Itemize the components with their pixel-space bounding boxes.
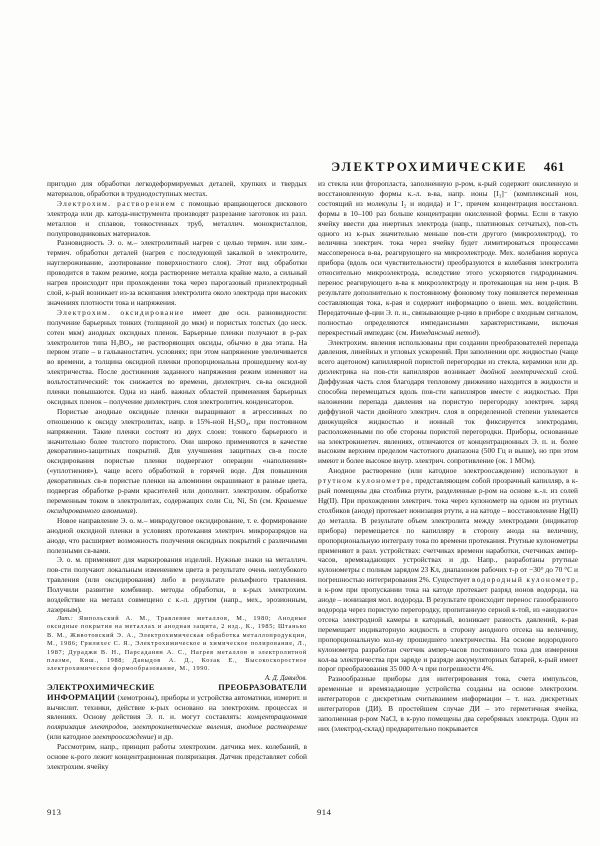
- page-number-left: 913: [47, 807, 62, 817]
- column-left: [47, 179, 307, 772]
- paragraph-text: , в к-ром при пропускании тока на катоде протекает разряд ионов водорода, на аноде – ионизация мол. водорода. В результате происходит перенос газообразного водорода через пористую перегородку, пропитанную серной к-той, из «анодного» отсека электродной камеры в катодный, возникает разность давлений, к-рая перемещает индикаторную жидкость в сторону анодного отсека на величину, пропорциональную кол-ву прошедшего электричества. На основе водородного кулонометра разработан счетчик ампер-часов постоянного тока для измерения кол-ва электричества при заряде и разряде аккумуляторных батарей, к-рый имеет порог преобразования 35 000 А·ч при погрешности 4%.: [318, 575, 578, 674]
- paragraph: [47, 308, 307, 407]
- article-start-paragraph: [47, 683, 307, 742]
- article-title: ЭЛЕКТРОХИМИЧЕСКИЕ ПРЕОБРАЗОВАТЕЛИ ИНФОРМАЦИИ: [47, 682, 307, 702]
- paragraph-text: (или катодное: [47, 732, 93, 742]
- paragraph-text: из стекла или фторопласта, заполненную р-ром, к-рый содержит окисленную и восстановленную формы к.-л. в-ва, напр. ионы [I₃]⁻ (комплексный ион, состоящий из молекулы I₂ и иодида) и I⁻, причем концентрация восстановл. формы в 10–100 раз больше концентрации окисленной формы. Если в такую ячейку ввести два инертных электрода (напр., платиновых сетчатых), пов-сть одного из к-рых значительно меньше пов-сти другого (микроэлектрод), то величина электрич. тока через ячейку будет лимитироваться процессами массопереноса в-ва, реагирующего на микроэлектроде. Мех. колебания корпуса прибора (вдоль оси чувствительности) преобразуются в колебания электролита относительно микроэлектрода, вследствие этого ускоряются гидродинамич. перенос реагирующего в-ва к микроэлектроду и протекающая на нем р-ция. В результате дополнительно к постоянному фоновому току появляется переменная составляющая тока, к-рая и содержит информацию о внеш. мех. воздействии. Передаточные ф-ции Э. п. и., связывающие р-цию в приборе с входным сигналом, полностью определяются импедансными характеристиками, включая перекрестный импеданс (см.: [318, 179, 578, 337]
- italic-term: анодное растворение: [236, 722, 308, 732]
- text-columns: [47, 179, 578, 772]
- spaced-term: Электрохим. растворением: [57, 198, 177, 208]
- paragraph-text: , представляющем собой прозрачный капилляр, в к-рый помещены два столбика ртути, разделенные р-ром на основе к.-л. из солей Hg(II). При прохождении электрич. тока через кулонометр на одном из ртутных столбиков (аноде) протекает ионизация ртути, а на катоде – восстановление Hg(II) до металла. В результате объем электролита между электродами (индикатор прибора) перемещается по капилляру в сторону анода на величину, пропорциональную интегралу тока по времени протекания. Ртутные кулонометры применяют в разл. устройствах: счетчиках времени наработки, счетчиках ампер-часов, времязадающих устройствах и др. Напр., разработаны ртутные кулонометры с полным зарядом 23 Кл, диапазоном рабочих т-р от −30° до 70 °C и погрешностью интегрирования 2%. Существует: [318, 476, 578, 585]
- paragraph: [47, 742, 307, 772]
- literature-text: Ямпольский А. М., Травление металлов, М., 1980; Анодные оксидные покрытия на металлах и анодная защита, 2 изд., К., 1985; Штанько В. М., Животовский Э. А., Электрохимическая обработка металлопродукции, М., 1986; Грилихес С. Я., Электрохимическое и химическое полирование, Л., 1987; Дураджи В. Н., Парсаданян А. С., Нагрев металлов в электролитной плазме, Киш., 1988; Давыдов А. Д., Козак Е., Высокоскоростное электрохимическое формообразование, М., 1990.: [47, 614, 307, 673]
- paragraph: [47, 516, 307, 556]
- italic-term: электроосаждение: [92, 732, 154, 742]
- paragraph-text: Э. о. м. применяют для маркирования изделий. Нужные знаки на металлич. пов-сти получают локальным изменением цвета в результате очень неглубокого травления (или оксидирования) либо в результате рельефного травления. Получили развитие комбинир. методы обработки, в к-рых электрохим. воздействие на металл совмещено с к.-л. другим (напр., мех., эрозионным, лазерным).: [47, 555, 307, 614]
- paragraph: [47, 179, 307, 199]
- paragraph: [318, 466, 578, 674]
- running-head-title: ЭЛЕКТРОХИМИЧЕСКИЕ: [331, 159, 528, 174]
- paragraph: [318, 674, 578, 733]
- paragraph-text: пригодно для обработки легкодеформируемых деталей, хрупких и твердых материалов, обработки в труднодоступных местах.: [47, 179, 307, 198]
- paragraph-text: имеет две осн. разновидности: получение барьерных тонких (толщиной до мкм) и пористых толстых (до неск. сотен мкм) анодных оксидных пленок. Барьерные пленки получают в р-рах электролитов типа H₃BO₃, не растворяющих оксиды, обычно в два этапа. На первом этапе – в гальваностатич. условиях; при этом напряжение увеличивается во времени, а толщина оксидной пленки пропорциональна прошедшему кол-ву электричества. После достижения заданного напряжения режим изменяют на вольтостатический: ток снижается во времени, диэлектрич. св-ва оксидной пленки повышаются. Одна из наиб. важных областей применения барьерных оксидных пленок – получение диэлектрич. слоя электролитич. конденсаторов.: [47, 307, 307, 406]
- running-head: [318, 159, 578, 175]
- literature-block: [47, 615, 307, 674]
- paragraph-text: Новое направление Э. о. м.– микродуговое оксидирование, т. е. формирование анодной оксидной пленки в условиях протекания электрич. микроразрядов на аноде, что расширяет возможность получения оксидных покрытий с различными полезными св-вами.: [47, 515, 307, 555]
- italic-term: Крашение оксидированного алюминия: [47, 496, 307, 515]
- paragraph: [47, 407, 307, 516]
- italic-term: электрокинетические явления: [132, 722, 231, 732]
- paragraph-text: ).: [133, 505, 138, 515]
- paragraph-text: . Диффузная часть слоя благодаря тепловому движению находится в жидкости и способна перемещаться вдоль пов-сти капилляров вместе с жидкостью. При наложении перепада давления на пористую перегородку электрич. заряд диффузной части двойного электрич. слоя в определенной степени увлекается движущейся жидкостью и ионный ток фиксируется электродами, расположенными по обе стороны пористой перегородки. Приборы, основанные на электрокинетич. явлениях, отличаются от концентрационных Э. п. и. более высоким верхним пределом частотного диапазона (500 Гц и выше), но при этом имеют и более высокое внутр. электрич. сопротивление (ок. 1 МОм).: [318, 367, 578, 466]
- column-right: [318, 179, 578, 772]
- paragraph: [318, 338, 578, 467]
- paragraph: [318, 179, 578, 338]
- spaced-term: Электрохим. оксидирование: [57, 307, 185, 317]
- paragraph-text: ,: [230, 722, 237, 732]
- paragraph-text: ) и др.: [153, 732, 174, 742]
- paragraph: [47, 199, 307, 239]
- spaced-term: водородный кулонометр: [471, 575, 577, 585]
- paragraph-text: Пористые анодные оксидные пленки выращивают в агрессивных по отношению к оксиду электролитах, напр. в 15%-ной H₂SO₄, при постоянном напряжении. Такие пленки состоят из двух слоев: тонкого барьерного и значительно более толстого пористого. Они широко применяются в качестве декоративно-защитных покрытий. Для улучшения защитных св-в после оксидирования пористые пленки подвергают операции «наполнения» («уплотнения»), чаще всего обработкой в горячей воде. Для повышения декоративных св-в пористые пленки на алюминии окрашивают в разные цвета, подвергая обработке р-рами красителей или дополнит. электрохим. обработке переменным током в электролитах, содержащих соли Cu, Ni, Sn (см.: [47, 406, 307, 505]
- paragraph-text: ,: [126, 722, 133, 732]
- author-signature: [47, 674, 307, 683]
- italic-term: концентрационная поляризация электродов: [47, 712, 307, 732]
- literature-label: Лит.:: [57, 614, 73, 622]
- italic-term: двойной электрический слой: [480, 367, 577, 377]
- paragraph: [47, 555, 307, 614]
- page-number-right: 914: [317, 807, 332, 817]
- italic-term: Импедансный метод: [410, 327, 477, 337]
- paragraph-text: (хемотроны), приборы и устройства автоматики, измерит. и вычислит. техники, действие к-рых основано на электрохим. процессах и явлениях. Основу действия Э. п. и. могут составлять:: [47, 692, 307, 722]
- paragraph-text: Анодное растворение (или катодное электроосаждение) используют в: [328, 466, 578, 476]
- paragraph-text: ).: [476, 327, 481, 337]
- paragraph-text: Разновидность Э. о. м.– электролитный нагрев с целью термич. или хим.-термич. обработки деталей (нагрев с последующей закалкой в электролите, науглероживание, азотирование поверхностного слоя). Этот вид обработки проводится в таком режиме, когда растворение металла крайне мало, а сильный нагрев происходит при прохождении тока через парогазовый приэлектродный слой, к-рый возникает из-за вскипания электролита около электрода при высоких значениях плотности тока и напряжения.: [47, 238, 307, 307]
- paragraph-text: с помощью вращающегося дискового электрода или др. катода-инструмента производят разрезание заготовок из разл. металлов и сплавов, тонкостенных труб, металлич. монокристаллов, полупроводниковых материалов.: [47, 198, 307, 238]
- paragraph-text: Рассмотрим, напр., принцип работы электрохим. датчика мех. колебаний, в основе к-рого лежит концентрационная поляризация. Датчик представляет собой электрохим. ячейку: [47, 742, 307, 771]
- paragraph-text: Электрохим. явления использованы при создании преобразователей перепада давления, линейных и угловых ускорений. При заполнении орг. жидкостью (чаще всего ацетоном) капиллярной пористой перегородки из стекла, керамики или др. диэлектрика на пов-сти капилляров возникает: [318, 337, 578, 377]
- paragraph: [47, 238, 307, 307]
- running-head-page-number: 461: [543, 159, 565, 174]
- paragraph-text: Разнообразные приборы для интегрирования тока, счета импульсов, временные и времязадающие устройства созданы на основе электрохим. интеграторов с дискретным считыванием информации – т. наз. дискретных интеграторов (ДИ). В простейшем случае ДИ – это герметичная ячейка, заполненная р-ром NaCl, в к-рую помещены два серебряных электрода. Один из них (электрод-склад) предварительно покрывается: [318, 674, 578, 733]
- spaced-term: ртутном кулонометре: [318, 476, 411, 486]
- author-name: А. Д. Давыдов.: [264, 674, 307, 682]
